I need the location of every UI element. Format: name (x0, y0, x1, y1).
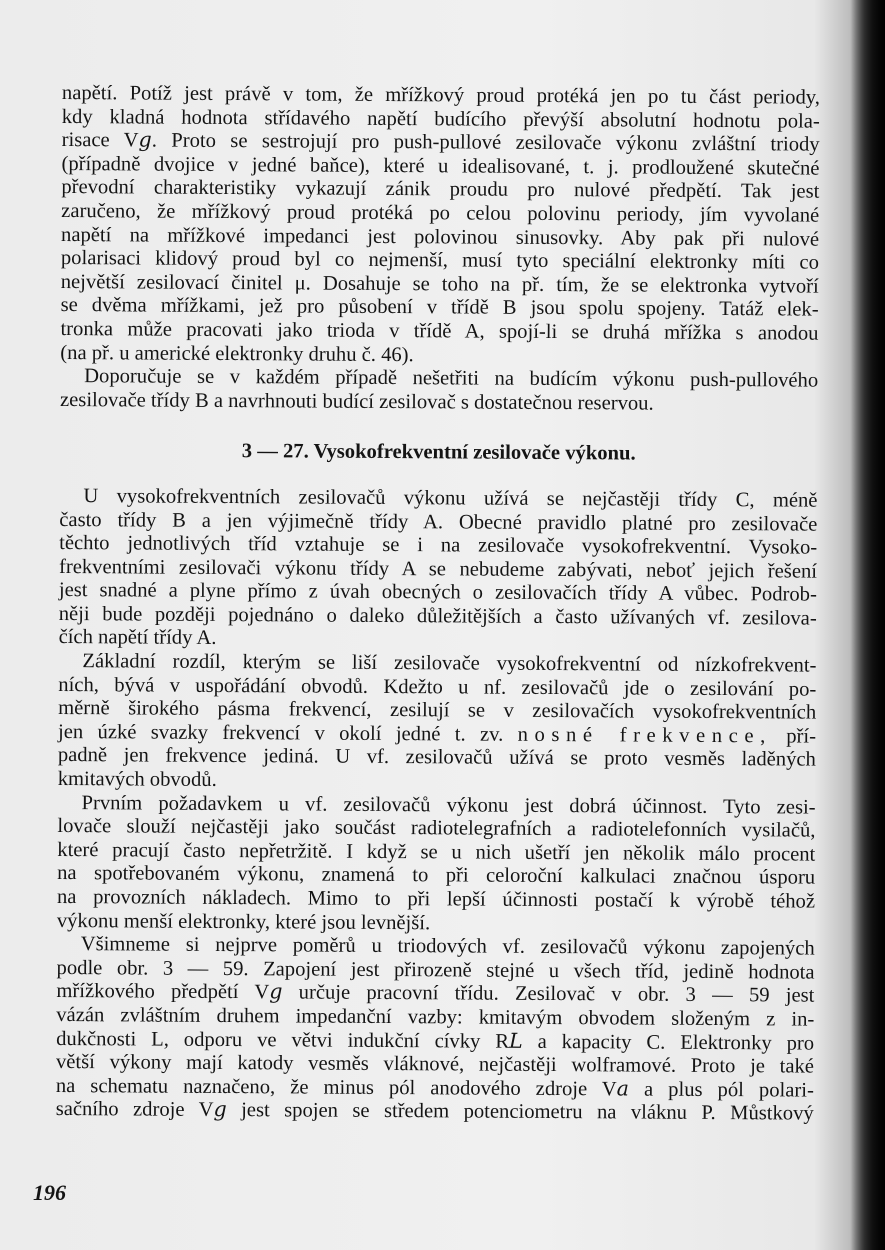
text-line: často třídy B a jen výjimečně třídy A. Obecné pravidlo platné pro zesilovače (59, 508, 818, 536)
text-line: U vysokofrekventních zesilovačů výkonu užívá se nejčastěji třídy C, méně (83, 485, 818, 512)
text-line: napětí. Potíž jest právě v tom, že mřížkový proud protéká jen po tu část periody, (61, 82, 820, 109)
paragraph-2 (60, 365, 818, 417)
section-heading: 3 — 27. Vysokofrekventní zesilovače výkonu. (241, 440, 636, 465)
text-line: padně jen frekvence jediná. U vf. zesilovačů užívá se proto vesměs laděných (57, 744, 816, 772)
page-number: 196 (33, 1180, 66, 1205)
text-line: vázán zvláštním druhem impedanční vazby: kmitavým obvodem složeným z in- (56, 1003, 815, 1031)
text-line: výkonu menší elektronky, které jsou levnější. (56, 909, 431, 934)
text-line: měrně širokého pásma frekvencí, zesilují se v zesilovačích vysokofrekventních (58, 697, 817, 724)
text-line: frekventními zesilovači výkonu třídy A se nebudeme zabývati, neboť jejich řešení (58, 555, 818, 583)
spaced-emphasis: nosné frekvence, (517, 723, 772, 748)
paragraph-1 (60, 82, 820, 370)
text-line: sačního zdroje V𝑔 jest spojen se středem potenciometru na vláknu P. Můstkový (55, 1098, 814, 1125)
text-line: Prvním požadavkem u vf. zesilovačů výkonu jest dobrá účinnost. Tyto zesi- (81, 791, 816, 819)
text-line: největší zesilovací činitel μ. Dosahuje se toho na př. tím, že se elektronka vytvoří (60, 270, 819, 298)
text-line: mřížkového předpětí V𝑔 určuje pracovní třídu. Zesilovač v obr. 3 — 59 jest (56, 980, 815, 1007)
page-body (56, 82, 820, 1127)
text-line: napětí na mřížkové impedanci jest polovinou sinusovky. Aby pak při nulové (61, 223, 820, 251)
text-line: Všimneme si nejprve poměrů u triodových vf. zesilovačů výkonu zapojených (80, 933, 815, 960)
text-line: podle obr. 3 — 59. Zapojení jest přirozeně stejné u všech tříd, jedině hodnota (56, 956, 815, 984)
text-line: dukčnosti L, odporu ve větvi indukční cívky R𝐿 a kapacity C. Elektronky pro (56, 1027, 815, 1055)
text-line: risace V𝑔. Proto se sestrojují pro push-pullové zesilovače výkonu zvláštní triody (61, 129, 820, 156)
text-line: zesilovače třídy B a navrhnouti budící zesilovač s dostatečnou reservou. (59, 388, 654, 415)
text-line: těchto jednotlivých tříd vztahuje se i na zesilovače vysokofrekventní. Vysoko- (59, 532, 818, 559)
text-line: větší výkony mají katody vesměs vláknové, nejčastěji wolframové. Proto je také (55, 1051, 815, 1078)
binding-shadow (851, 0, 885, 1250)
text-line: (na př. u americké elektronky druhu č. 46). (60, 341, 414, 366)
text-line: kdy kladná hodnota střídavého napětí budícího převýší absolutní hodnotu pola- (61, 105, 820, 133)
paragraph-6 (56, 933, 815, 1126)
text-line: se dvěma mřížkami, jež pro působení v třídě B jsou spolu spojeny. Tatáž elek- (60, 294, 819, 321)
text-line: polarisaci klidový proud byl co nejmenší, musí tyto speciální elektronky míti co (60, 247, 819, 274)
paragraph-5 (57, 792, 816, 938)
text-line: Základní rozdíl, kterým se liší zesilovače vysokofrekventní od nízkofrekvent- (82, 650, 817, 677)
paragraph-3 (59, 485, 818, 655)
text-line: jest snadné a plyne přímo z úvah obecných o zesilovačích třídy A vůbec. Podrob- (58, 579, 817, 606)
text-line: které pracují často nepřetržitě. I když se u nich ušetří jen několik málo procent (57, 838, 816, 866)
text-line: kmitavých obvodů. (57, 768, 217, 791)
text-line: na provozních nákladech. Mimo to při lepší účinnosti postačí k výrobě téhož (56, 885, 816, 913)
text-line: ních, bývá v uspořádání obvodů. Kdežto u nf. zesilovačů jde o zesilování po- (58, 673, 817, 701)
text-line: něji bude později pojednáno o daleko důležitějších a často užívaných vf. zesilova- (58, 602, 817, 630)
paragraph-4 (58, 650, 817, 796)
text-fragment: pří- (786, 725, 817, 748)
text-fragment: jen úzké svazky frekvencí v okolí jedné t. zv. (57, 720, 504, 746)
text-line: na schematu naznačeno, že minus pól anodového zdroje V𝑎 a plus pól polari- (55, 1074, 814, 1102)
text-line: Doporučuje se v každém případě nešetřiti na budícím výkonu push-pullového (84, 365, 819, 392)
text-line: (případně dvojice v jedné baňce), které u idealisované, t. j. prodloužené skutečné (61, 152, 820, 180)
text-line: čích napětí třídy A. (58, 626, 217, 650)
text-line: na spotřebovaném výkonu, znamená to při celoroční kalkulaci značnou úsporu (57, 862, 816, 890)
text-line: zaručeno, že mřížkový proud protéká po celou polovinu periody, jím vyvolané (61, 199, 820, 227)
text-line: tronka může pracovati jako trioda v třídě A, spojí-li se druhá mřížka s anodou (60, 317, 819, 345)
text-line: převodní charakteristiky vykazují zánik proudu pro nulové předpětí. Tak jest (61, 176, 820, 204)
text-line: lovače slouží nejčastěji jako součást radiotelegrafních a radiotelefonních vysilačů, (57, 815, 816, 842)
